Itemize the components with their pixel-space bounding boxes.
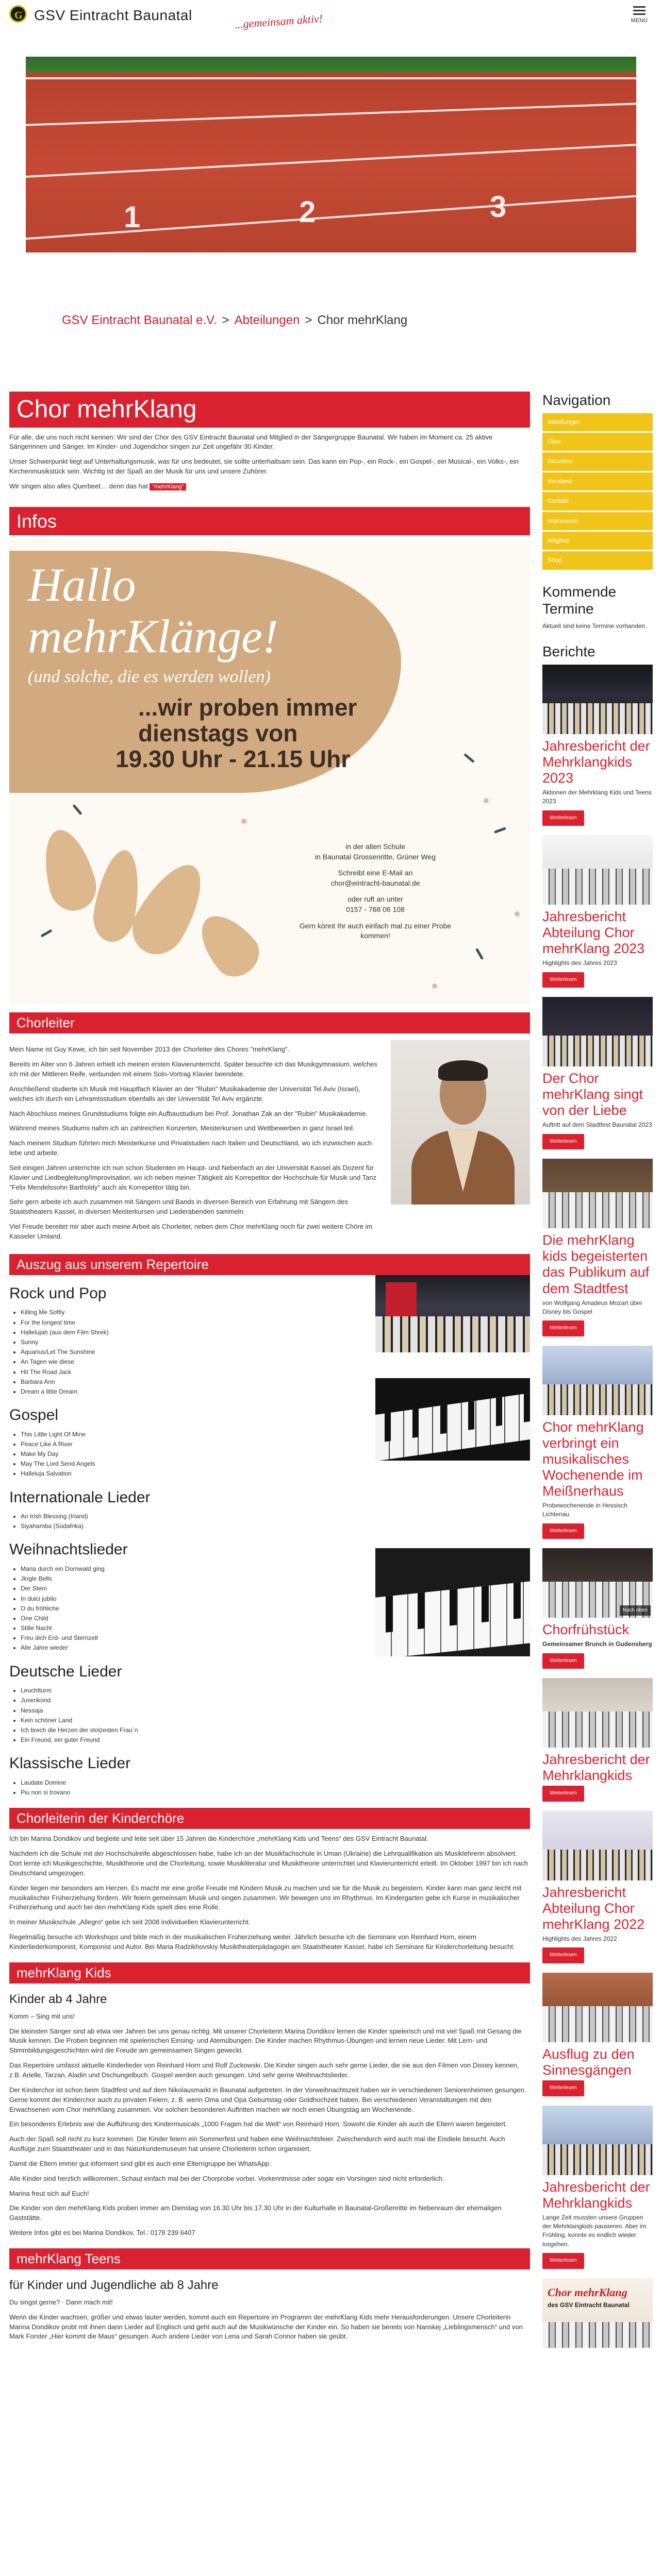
kids-paragraph: Der Kinderchor ist schon beim Stadtfest und auf dem Nikolausmarkt in Baunatal aufgetreten. In der Vorweihnachtszeit haben wir in verschiedenen Seniorenheimen gesungen. Gerne kommt der Kinderchor auch zu privaten Feiern, z. B. wenn Oma und Opa Geburtstag oder Goldhochzeit haben. Bei verschiedenen Veranstaltungen mit den Erwachsenen vom Chor mehrKlang zusammen. Vor solchen besonderen Auftritten machen wir noch einen Übungstag am Wochenende. [9,2086,526,2113]
report-title[interactable]: Jahresbericht der Mehrklangkids 2023 [542,738,650,786]
nav-item-abteilungen[interactable]: Abteilungen [542,413,653,431]
song-item: • Ich brech die Herzen der stolzesten Frau´n [21,1725,366,1735]
repertoire-category: Gospel [9,1406,59,1424]
report-card [542,1678,653,1802]
song-item: • Hallelujah (aus dem Film Shrek) [21,1328,366,1337]
read-more-button[interactable]: Weiterlesen [542,1947,584,1963]
report-title[interactable]: Ausflug zu den Sinnesgängen [542,2046,635,2078]
brand-title: Chor mehrKlang [548,2285,627,2299]
flyer-subtitle: (und solche, die es werden wollen) [28,667,271,687]
song-item: • For the longest time [21,1318,366,1328]
infos-heading: Infos [9,507,530,535]
leader-paragraph: Während meines Studiums nahm ich an zahlreichen Konzerten, Meisterkursen und Wettbewerben in ganz Israel teil. [9,1124,355,1132]
report-card [542,1548,653,1669]
report-title[interactable]: Chorfrühstück [542,1622,630,1638]
report-card [542,1973,653,2096]
breadcrumb-separator: > [222,313,229,327]
intro-paragraph: Unser Schwerpunkt liegt auf Unterhaltungsmusik, was für uns bedeutet, sie sollte unterhaltsam sein. Das kann ein Pop-, ein Rock-, ein Gospel-, ein Musical-, ein Volks-, ein Kirchenmusikstück sein. Wichtig ist der Spaß an der Musik für uns und unsere Zuhörer. [9,457,519,476]
kinderchor-paragraph: In meiner Musikschule „Allegro“ gebe ich seit 2008 individuellen Klavierunterricht. [9,1918,251,1926]
report-image[interactable] [542,1159,653,1228]
leader-paragraph: Mein Name ist Guy Kewe, ich bin seit November 2013 der Chorleiter des Chores "mehrKlang". [9,1045,290,1054]
read-more-button[interactable]: Weiterlesen [542,2253,584,2269]
kids-paragraph: Marina freut sich auf Euch! [9,2189,89,2197]
song-item: • O du fröhliche [21,1604,366,1614]
read-more-button[interactable]: Weiterlesen [542,972,584,988]
repertoire-list [21,1564,366,1653]
events-empty-note: Aktuell sind keine Termine vorhanden. [542,622,647,630]
flyer-line: dienstags von [138,720,298,747]
report-card [542,665,653,826]
flyer-mehrklaenge: mehrKlänge! [28,610,278,663]
repertoire-section [9,1275,530,1798]
repertoire-list [21,1512,366,1531]
nav-item-kontakt[interactable]: Kontakt [542,492,653,510]
kids-paragraph: Auch der Spaß soll nicht zu kurz kommen. Die Kinder feiern ein Sommerfest und haben eine Weihnachtsfeier. Zwischendurch wird auch mal die Eisdiele besucht. Auch Ausflüge zum Staatstheater und in das Naturkundemuseum hat unsere Chorleiterin schon organisiert. [9,2135,505,2153]
flyer-email: chor@eintracht-baunatal.de [330,878,420,887]
song-item: • In dulci jubilo [21,1594,366,1604]
song-item: • Jingle Bells [21,1574,366,1584]
breadcrumb-abteilungen[interactable]: Abteilungen [234,313,300,327]
back-to-top-button[interactable]: Nach oben [620,1605,651,1616]
club-logo[interactable] [9,5,27,23]
sidebar [542,392,653,2357]
teens-paragraph: Wenn die Kinder wachsen, größer und etwas lauter werden, kommt auch ein Repertoire im Programm der mehrKlang Kids mehr Herausforderungen. Unsere Chorleiterin Marina Dondikov probt mit ihnen dann Lieder auf Englisch und geht auch auf die Musikwünsche der Kinder ein. So haben sie bereits von Nanskej „Lieblingsmensch“ und von Mark Forster „Hier kommt die Maus“ gesungen. Auch andere Lieder von Lena und Sarah Connor haben sie geübt. [9,2313,523,2341]
song-item: • Halleluja Salvation [21,1469,366,1479]
nav-item-impressum[interactable]: Impressum [542,512,653,530]
read-more-button[interactable]: Weiterlesen [542,810,584,826]
report-image[interactable] [542,1678,653,1748]
leader-paragraph: Sehr gern arbeite ich auch zusammen mit Sängern und Bands in diversen Bereich von Erfahrung mit Sängern des Staatstheaters Kassel, in diversen Meisterkursen und Liederabenden sammeln. [9,1198,348,1216]
song-item: • An Tagen wie diese [21,1357,366,1367]
kids-paragraph: Damit die Eltern immer gut informiert sind gibt es auch eine Elterngruppe bei WhatsApp. [9,2159,271,2167]
report-image[interactable] [542,2106,653,2175]
leader-paragraph: Viel Freude bereitet mir aber auch meine Arbeit als Chorleiter, neben dem Chor mehrKlang noch für zwei weitere Chöre im Kasseler Umland. [9,1223,373,1240]
read-more-button[interactable]: Weiterlesen [542,1320,584,1336]
song-item: • Make My Day [21,1449,366,1459]
menu-button[interactable] [624,6,655,25]
invite-text: Wir singen also alles Querbeet… denn das hat [9,482,148,490]
report-title[interactable]: Jahresbericht Abteilung Chor mehrKlang 2022 [542,1884,645,1932]
song-item: • Freu dich Erd- und Sternzelt [21,1633,366,1643]
kids-paragraph: Das Repertoire umfasst aktuelle Kinderlieder von Reinhard Horn und Rolf Zuckowski. Die Kinder singen auch sehr gerne Lieder, die sie aus den Filmen von Disney kennen, z.B. Arielle, Tarzan, Aladin und Dschungelbuch. Gospel werden auch gesungen. Und sehr gerne Weihnachtslieder. [9,2061,519,2079]
repertoire-category: Weihnachtslieder [9,1541,128,1558]
breadcrumb [62,312,407,330]
report-card [542,1159,653,1336]
report-desc: Lange Zeit mussten unsere Gruppen der Mehrklangkids pausieren. Aber im Frühling, konnte es endlich wieder losgehen. [542,2213,647,2248]
chor-logo-image[interactable] [542,2278,653,2348]
song-item: • Sunny [21,1337,366,1347]
song-item: • Piu non si trovano [21,1788,366,1798]
song-item: • Siyahamba (Südafrika) [21,1521,366,1531]
events-heading: Kommende Termine [542,583,617,617]
read-more-button[interactable]: Weiterlesen [542,1523,584,1539]
song-item: • Nessaja [21,1706,366,1716]
teens-subheading: für Kinder und Jugendliche ab 8 Jahre [9,2278,219,2293]
intro-paragraph: Für alle, die uns noch nicht kennen: Wir sind der Chor des GSV Eintracht Baunatal und Mitglied in der Sängergruppe Baunatal. Wir haben im Moment ca. 25 aktive Sängerinnen und Sänger. Im Kinder- und Jugendchor singen zur Zeit ungefähr 30 Kinder. [9,433,493,451]
report-card [542,2278,653,2348]
song-item: • Ein Freund, ein guter Freund [21,1735,366,1745]
flyer-time: 19.30 Uhr - 21.15 Uhr [115,745,351,773]
chorleiter-heading: Chorleiter [9,1012,530,1033]
repertoire-category: Internationale Lieder [9,1488,151,1506]
nav-item-vorstand[interactable]: Vorstand [542,472,653,490]
song-item: • Juvenkond [21,1696,366,1705]
leader-paragraph: Bereits im Alter von 6 Jahren erhielt ich meinen ersten Klavierunterricht. Später besuchte ich das Musikgymnasium, welches ich mit der Mittleren Reife, verbunden mit einem Solo-Vortrag Klavier beendete. [9,1060,377,1078]
breadcrumb-home[interactable]: GSV Eintracht Baunatal e.V. [62,313,217,327]
hamburger-icon [633,6,646,15]
repertoire-heading: Auszug aus unserem Repertoire [9,1254,530,1275]
piano-photo [375,1378,530,1461]
main-content [9,392,530,2347]
kids-paragraph: Weitere Infos gibt es bei Marina Dondikov, Tel.: 0178 239 6407 [9,2229,195,2237]
report-desc: Highlights des Jahres 2022 [542,1935,617,1943]
song-item: • Maria durch ein Dornwald ging [21,1564,366,1574]
rehearsal-flyer [9,540,530,1004]
repertoire-category: Klassische Lieder [9,1755,131,1772]
report-title[interactable]: Der Chor mehrKlang singt von der Liebe [542,1071,643,1118]
song-item: • Barbara Ann [21,1377,366,1387]
teens-heading: mehrKlang Teens [9,2248,530,2269]
report-image[interactable] [542,1346,653,1415]
song-item: • Stille Nacht [21,1623,366,1633]
repertoire-list [21,1308,366,1397]
mehrklang-badge: "mehrKlang" [150,483,186,490]
song-item: • One Child [21,1614,366,1623]
song-item: • Dream a little Dream [21,1387,366,1397]
song-item: • This Little Light Of Mine [21,1430,366,1439]
nav-item-shop[interactable]: Shop [542,551,653,569]
lane-number: 1 [124,200,141,234]
flyer-closing: Gern könnt Ihr auch einfach mal zu einer Probe kommen! [299,921,452,940]
report-card [542,997,653,1149]
leader-paragraph: Anschließend studierte ich Musik mit Hauptfach Klavier an der "Rubin" Musikakademie der Universität Tel Aviv (Israel), welches ich durch ein Lehramtsstudium ebenfalls an der Universität Tel Aviv ergänzte. [9,1084,360,1103]
repertoire-list [21,1778,366,1798]
report-title[interactable]: Jahresbericht Abteilung Chor mehrKlang 2023 [542,909,645,957]
kids-paragraph: Die kleinsten Sänger sind ab etwa vier Jahren bei uns genau richtig. Mit unserer Chorleiterin Marina Dondikov lernen die Kinder spielerisch und mit viel Spaß mit Gesang die Musik kennen. Die Proben beginnen mit spielerischen Einsing- und Atemübungen. Die Kinder machen Rhythmus-Übungen und lernen neue Lieder. Mit Lern- und Stimmbildungsgeschichten wird die Freude am gemeinsamen Singen geweckt. [9,2027,522,2055]
song-item: • Hit The Road Jack [21,1367,366,1377]
navigation-heading: Navigation [542,392,611,408]
kinderchor-paragraph: Kinder liegen mir besonders am Herzen. Es macht mir eine große Freude mit Kindern Musik zu machen und sie für die Musik zu begeistern. Kinder kann man ganz leicht mit musikalischer Früherziehung fördern. Wir feiern gemeinsam Musik und singen zusammen. Wir bewegen uns im Rhythmus. Im Kindergarten gebe ich Kurse in musikalischer Früherziehung und auch bei den mehrKlang Kids spielt dies eine Rolle. [9,1884,522,1911]
logo-letter: G [14,10,23,21]
read-more-button[interactable]: Weiterlesen [542,1786,584,1802]
flyer-mail-label: Schreibt eine E-Mail an [338,869,413,877]
report-desc: Highlights des Jahres 2023 [542,959,617,967]
song-item: • Der Stern [21,1584,366,1594]
leader-paragraph: Nach Abschluss meines Grundstudiums folgte ein Aufbaustudium bei Prof. Jonathan Zak an der "Rubin" Musikakademie. [9,1109,368,1117]
flyer-line: ...wir proben immer [138,694,357,721]
kids-paragraph: Ein besonderes Erlebnis war die Aufführung des Kindermusicals „1000 Fragen hat die Welt“ von Reinhard Horn. Sowohl die Kinder als auch die Eltern waren begeistert. [9,2120,507,2128]
flyer-phone-label: oder ruft an unter [347,895,403,904]
report-title[interactable]: Jahresbericht der Mehrklangkids [542,2179,650,2211]
report-image[interactable] [542,665,653,734]
flyer-phone: 0157 - 768 06 108 [346,905,405,914]
teens-tagline: Du singst gerne? · Dann mach mit! [9,2298,113,2306]
kids-tagline: Komm – Sing mit uns! [9,2012,75,2020]
concert-photo [375,1275,530,1352]
site-tagline: ...gemeinsam aktiv! [234,12,323,31]
report-desc: Auftritt auf dem Stadtfest Baunatal 2023 [542,1121,652,1129]
kinderchor-paragraph: Regelmäßig besuche ich Workshops und bilde mich in der musikalischen Früherziehung weiter. Jährlich besuche ich die Seminare von Reinhard Horn, einem Kinderliederkomponist, Komponist und Autor. Bei Maria Radzikhovskiy Musiktheaterpädagogin am Staatstheater Kassel, habe ich Seminare für Kinderchorleitung besucht. [9,1933,515,1951]
kids-paragraph: Die Kinder von den mehrKlang Kids proben immer am Dienstag von 16.30 Uhr bis 17.30 Uhr in der Kulturhalle in Baunatal-Großenritte im Nebenraum der ehemaligen Gaststätte. [9,2204,502,2222]
reports-heading: Berichte [542,643,595,660]
breadcrumb-current: Chor mehrKlang [317,313,408,327]
kids-heading: mehrKlang Kids [9,1962,530,1984]
leader-paragraph: Seit einigen Jahren unterrichte ich nun schon Studenten im Haupt- und Nebenfach an der Universität Kassel als Dozent für Klavier und Liedbegleitung/Improvisation, wo ich neben meiner Tätigkeit als Korrepetitor der Hochschule für Musik und Tanz "Felix Mendelssohn Bartholdy" auch als Korrepetitor tätig bin. [9,1163,377,1191]
menu-label: MENÜ [631,18,648,24]
repertoire-list [21,1430,366,1479]
repertoire-category: Rock und Pop [9,1284,107,1302]
lane-number: 2 [299,195,316,229]
nav-item-ueber[interactable]: Über [542,433,653,451]
flyer-place: in Baunatal Grossenritte, Grüner Weg [315,852,436,861]
report-image[interactable] [542,1811,653,1880]
leader-paragraph: Nach meinem Studium führten mich Meisterkurse und Privatstudien nach Italien und Deutschland, wo ich inzwischen auch lebe und arbeite. [9,1139,372,1157]
chorleiter-portrait [391,1040,530,1205]
hero-image [26,57,636,252]
read-more-button[interactable]: Weiterlesen [542,2080,584,2096]
chorleiter-section [9,1040,530,1247]
flyer-info [298,842,453,947]
brand-subtitle: des GSV Eintracht Baunatal [548,2301,630,2309]
song-item: • Leuchtturm [21,1686,366,1696]
repertoire-category: Deutsche Lieder [9,1663,122,1680]
lane-number: 3 [490,190,507,224]
song-item: • Kein schöner Land [21,1716,366,1725]
breadcrumb-separator: > [305,313,312,327]
invite-line [9,482,530,492]
song-item: • Alle Jahre wieder [21,1643,366,1653]
report-title[interactable]: Jahresbericht der Mehrklangkids [542,1752,650,1784]
kinderchor-leader-heading: Chorleiterin der Kinderchöre [9,1808,530,1829]
song-item: • May The Lord Send Angels [21,1459,366,1469]
site-title[interactable]: GSV Eintracht Baunatal [34,7,192,23]
song-item: • An Irish Blessing (Irland) [21,1512,366,1521]
song-item: • Aquarius/Let The Sunshine [21,1347,366,1357]
song-item: • Laudate Domine [21,1778,366,1788]
piano-keys-photo [375,1548,530,1656]
report-image[interactable] [542,1973,653,2042]
report-desc: Probewochenende in Hessisch Lichtenau [542,1502,627,1518]
kinderchor-paragraph: Nachdem ich die Schule mit der Hochschulreife abgeschlossen habe, habe ich an der Musikfachschule in Uman (Ukraine) die Lehrqualifikation als Musiklehrerin absolviert. Dort lernte ich Musikgeschichte, Musiktheorie und die Chorleitung, sowie Musikliteratur und Musiktheorie unterrichtet und Klavierunterricht erteilt. Im Oktober 1997 bin ich nach Deutschland umgezogen. [9,1850,528,1877]
read-more-button[interactable]: Weiterlesen [542,1653,584,1669]
report-image[interactable] [542,1548,653,1618]
read-more-button[interactable]: Weiterlesen [542,1134,584,1150]
report-desc: Gemeinsamer Brunch in Gudensberg [542,1640,652,1648]
song-item: • Killing Me Softly [21,1308,366,1317]
nav-item-mitglied[interactable]: Mitglied [542,532,653,550]
report-card [542,1811,653,1963]
kinderchor-paragraph: Ich bin Marina Dondikov und begleite und leite seit über 15 Jahren die Kinderchöre „mehrKlang Kids und Teens“ des GSV Eintracht Baunatal. [9,1835,428,1843]
report-title[interactable]: Chor mehrKlang verbringt ein musikalisches Wochenende im Meißnerhaus [542,1419,644,1499]
flyer-place: in der alten Schule [345,842,405,851]
report-card [542,1346,653,1539]
report-card [542,835,653,988]
report-image[interactable] [542,997,653,1066]
kids-subheading: Kinder ab 4 Jahre [9,1992,107,2006]
report-desc: Aktionen der Mehrklang Kids und Teens 2023 [542,789,652,805]
report-image[interactable] [542,835,653,905]
report-title[interactable]: Die mehrKlang kids begeisterten das Publikum auf dem Stadtfest [542,1232,650,1296]
report-desc: von Wolfgang Amadeus Mozart über Disney bis Gospel [542,1299,642,1315]
navigation-list [542,413,653,570]
song-item: • Peace Like A River [21,1439,366,1449]
kids-paragraph: Alle Kinder sind herzlich willkommen. Schaut einfach mal bei der Chorprobe vorbei. Vorkenntnisse oder sogar ein Vorsingen sind nicht erforderlich. [9,2174,444,2182]
flyer-hallo: Hallo [28,558,136,612]
repertoire-list [21,1686,366,1745]
site-header [0,0,662,31]
report-card [542,2106,653,2269]
page-title: Chor mehrKlang [9,392,530,428]
nav-item-aktuelles[interactable]: Aktuelles [542,452,653,470]
